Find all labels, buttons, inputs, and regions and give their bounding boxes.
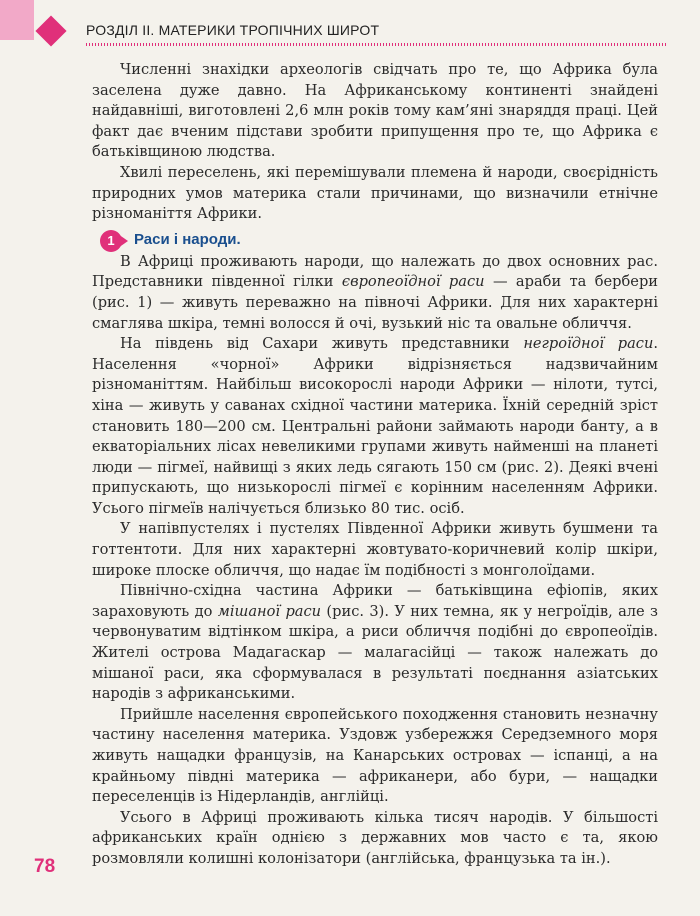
paragraph-languages: Усього в Африці проживають кілька тисяч народів. У більшості африканських країн однією з державних мов часто є та, якою розмовляли колишні колонізатори (англійська, французька та ін.).: [92, 808, 658, 867]
text-run: — араби та бербери (рис. 1) — живуть переважно на півночі Африки. Для них характерні смаглява шкіра, темні волосся й очі, вузький ніс та овальне обличчя.: [92, 273, 659, 332]
text-run: Північно-східна частина Африки — батьківщина ефіопів, яких зараховують до: [92, 582, 658, 620]
chapter-header-title: РОЗДІЛ ІІ. МАТЕРИКИ ТРОПІЧНИХ ШИРОТ: [86, 22, 380, 38]
page-body: [92, 60, 658, 870]
section-number-badge: 1: [100, 230, 122, 252]
paragraph-negroid: [92, 334, 658, 519]
intro-paragraph-2: Хвилі переселень, які перемішували племена й народи, своєрідність природних умов материка стали причинами, що визначили етнічне різноманіття Африки.: [92, 163, 658, 223]
intro-paragraph-1: Численні знахідки археологів свідчать про те, що Африка була заселена дуже давно. На Африканському континенті знайдені найдавніші, виготовлені 2,6 млн років тому кам’яні знаряддя праці. Цей факт дає вченим підстави зробити припущення про те, що Африка є батьківщиною людства.: [92, 61, 658, 161]
page-number: 78: [34, 856, 56, 877]
term-europeoid-race: європеоїдної раси: [341, 273, 485, 291]
paragraph-european-origin: Прийшле населення європейського походження становить незначну частину населення материка. Уздовж узбережжя Середземного моря живуть нащадки французів, на Канарських островах — іспанці, а на крайньому півдні материка — африканери, або бури, — нащадки переселенців із Нідерландів, англійці.: [92, 705, 658, 806]
term-mixed-race: мішаної раси: [217, 602, 322, 620]
term-negroid-race: негроїдної раси: [523, 335, 654, 353]
section-title: Раси і народи.: [134, 230, 241, 248]
text-run: На південь від Сахари живуть представники: [120, 335, 524, 353]
header-dotted-rule: [86, 43, 668, 46]
paragraph-bushmen: У напівпустелях і пустелях Південної Африки живуть бушмени та готтентоти. Для них характерні жовтувато-коричневий колір шкіри, широке плоске обличчя, що надає їм подібності з монголоїдами.: [92, 520, 658, 579]
paragraph-ethiopians: [92, 581, 658, 705]
diamond-icon: [35, 15, 66, 46]
arrow-right-icon: [118, 234, 128, 248]
text-run: В Африці проживають народи, що належать до двох основних рас. Представники південної гілки: [92, 252, 658, 291]
text-run: (рис. 3). У них темна, як у негроїдів, але з червонуватим відтінком шкіра, а риси обличчя подібні до європеоїдів. Жителі острова Мадагаскар — малагасійці — також належать до мішаної раси, яка сформувалася в результаті поєднання азіатських народів з африканськими.: [92, 602, 658, 703]
corner-tab-decoration: [0, 0, 34, 40]
section-heading: [92, 228, 658, 252]
text-run: . Населення «чорної» Африки відрізняється надзвичайним різноманіттям. Найбільш високорослі народи Африки — нілоти, тутсі, хіна — живуть у саванах східної частини материка. Їхній середній зріст становить 180—200 см. Центральні райони займають народи банту, а в екваторіальних лісах невеликими групами живуть найменші на планеті люди — пігмеї, найвищі з яких ледь сягають 150 см (рис. 2). Деякі вчені припускають, що низькорослі пігмеї є корінним населенням Африки. Усього пігмеїв налічується близько 80 тис. осіб.: [92, 335, 658, 517]
paragraph-races: [92, 252, 658, 334]
